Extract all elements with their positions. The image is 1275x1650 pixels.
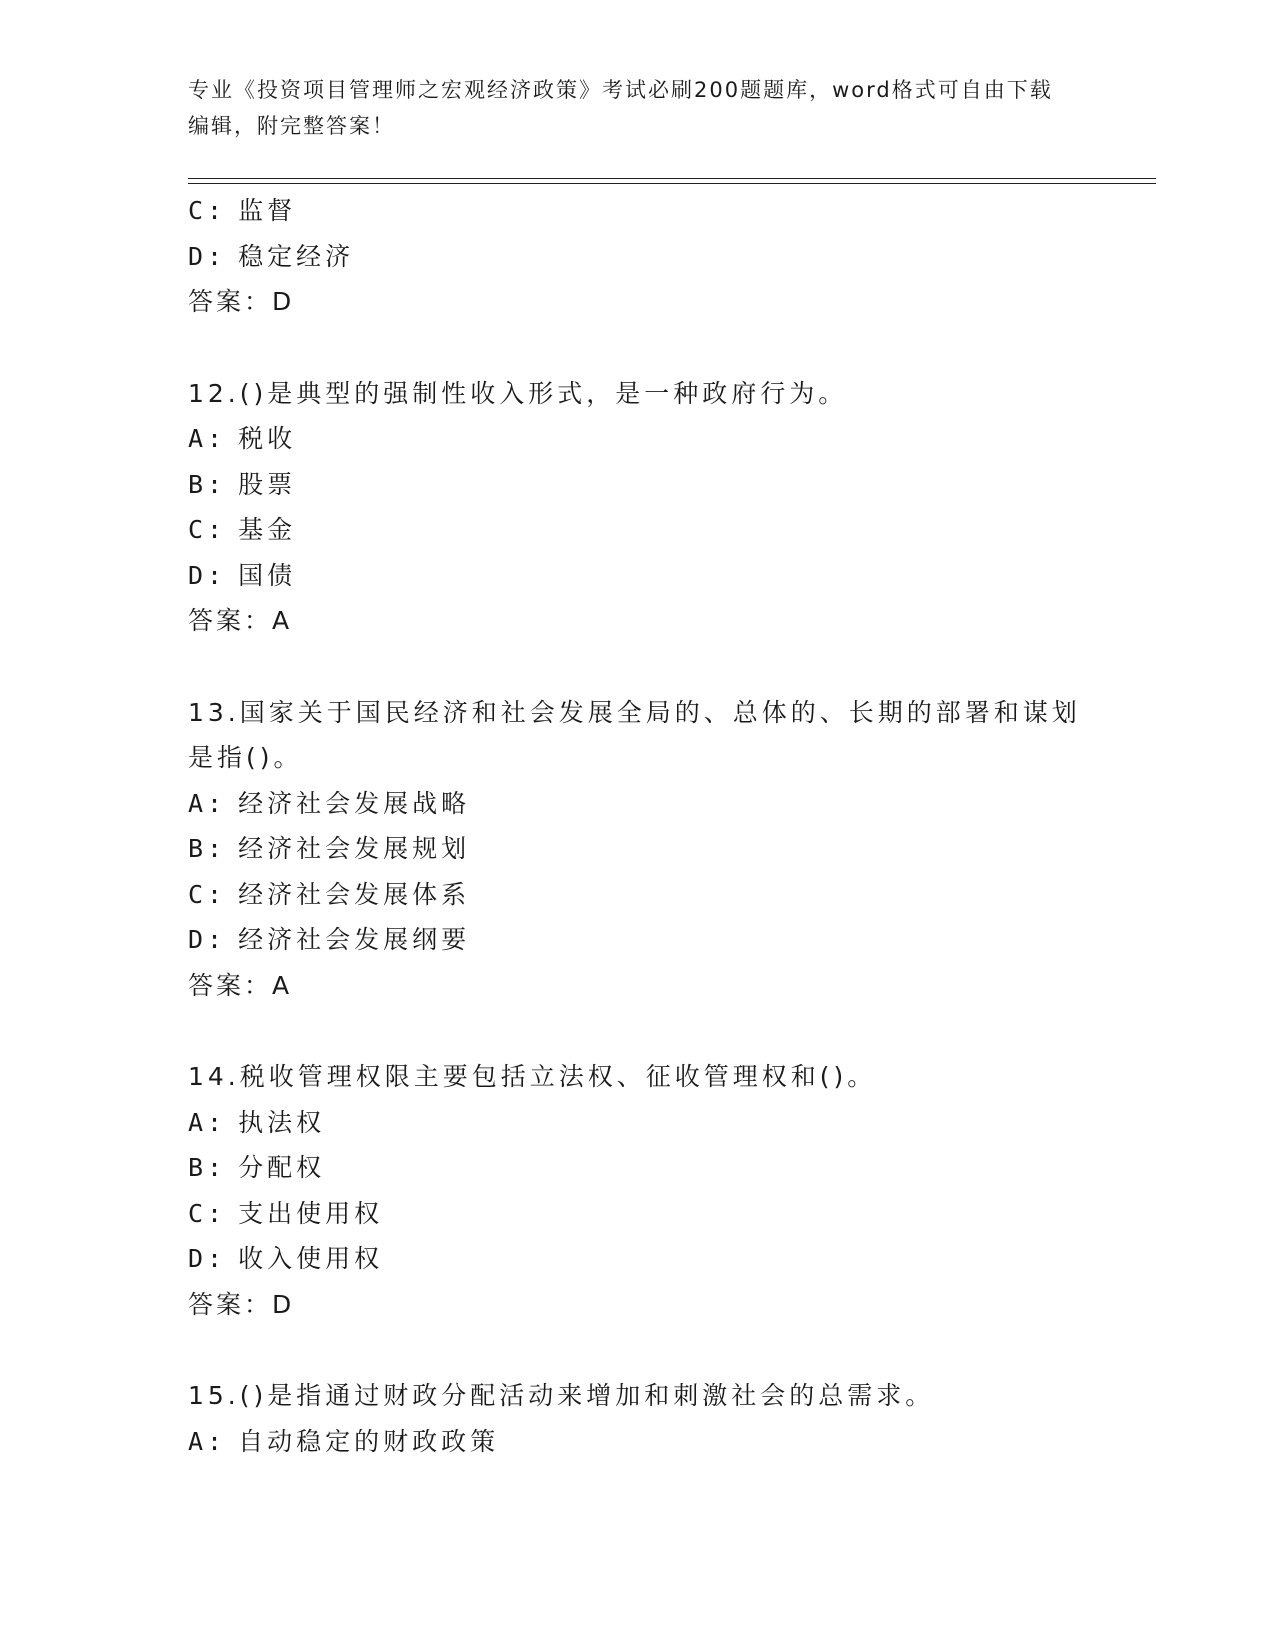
question-15-option-a: A: 自动稳定的财政政策 xyxy=(188,1426,500,1456)
question-13-option-b: B: 经济社会发展规划 xyxy=(188,834,471,863)
question-list xyxy=(188,188,1088,1464)
header-rule-bottom xyxy=(188,183,1156,184)
question-12-option-d: D: 国债 xyxy=(188,560,297,590)
question-12-option-a: A: 税收 xyxy=(188,424,297,453)
question-15-stem: 15.()是指通过财政分配活动来增加和刺激社会的总需求。 xyxy=(188,1381,935,1410)
option-d: D: 稳定经济 xyxy=(188,241,355,271)
option-c: C: 监督 xyxy=(188,196,297,225)
question-13-stem-line2: 是指()。 xyxy=(188,743,303,772)
question-13-stem-line1: 13.国家关于国民经济和社会发展全局的、总体的、长期的部署和谋划 xyxy=(188,697,1081,727)
question-14-option-a: A: 执法权 xyxy=(188,1107,326,1137)
question-14-option-d: D: 收入使用权 xyxy=(188,1244,384,1273)
question-12-option-c: C: 基金 xyxy=(188,515,297,544)
question-12-option-b: B: 股票 xyxy=(188,469,297,499)
question-12-stem: 12.()是典型的强制性收入形式，是一种政府行为。 xyxy=(188,378,848,408)
question-14-stem: 14.税收管理权限主要包括立法权、征收管理权和()。 xyxy=(188,1062,877,1091)
document-header: 专业《投资项目管理师之宏观经济政策》考试必刷200题题库，word格式可自由下载编辑，附完整答案！ xyxy=(188,78,1053,138)
header-rule-top xyxy=(188,178,1156,179)
question-13-option-d: D: 经济社会发展纲要 xyxy=(188,925,471,954)
question-13-option-c: C: 经济社会发展体系 xyxy=(188,879,471,909)
answer-line: 答案：D xyxy=(188,287,295,316)
question-12-answer: 答案：A xyxy=(188,606,293,635)
question-14-answer: 答案：D xyxy=(188,1289,295,1319)
question-13-option-a: A: 经济社会发展战略 xyxy=(188,788,471,818)
question-14-option-b: B: 分配权 xyxy=(188,1153,326,1182)
question-13-answer: 答案：A xyxy=(188,970,293,1000)
question-14-option-c: C: 支出使用权 xyxy=(188,1198,384,1228)
